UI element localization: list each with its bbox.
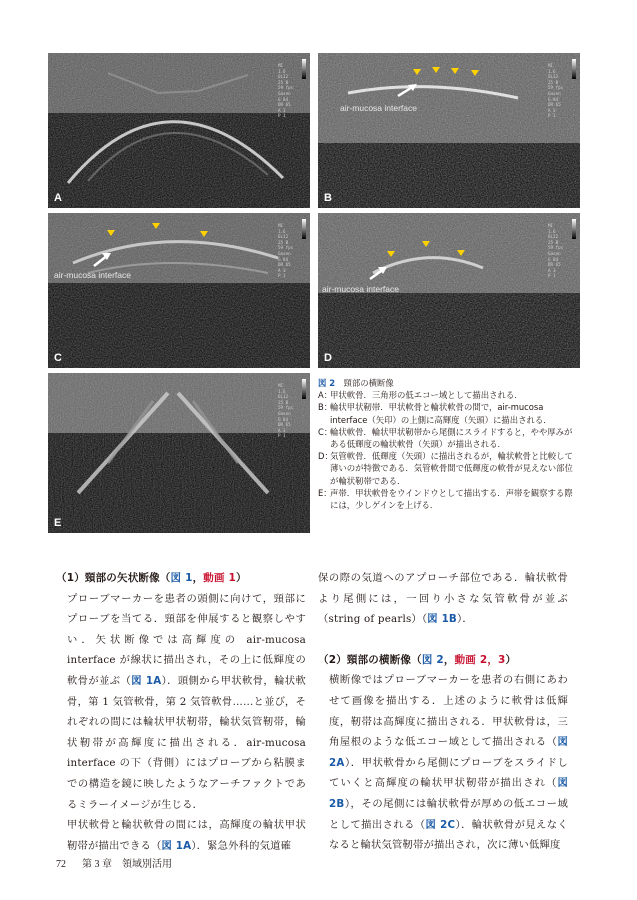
panel-letter: D [324,352,332,364]
section-heading: （1）頸部の矢状断像（図 1，動画 1） [56,572,247,584]
caption-item: D： 気管軟骨．低輝度（矢頭）に描出されるが，輪状軟骨と比較して薄いのが特徴である．気管軟骨間で低輝度の軟骨が見えない部位が輪状靭帯である． [318,451,573,486]
figure-link[interactable]: 図 1A [131,674,162,687]
ultrasound-image-c [48,213,310,368]
figure-link[interactable]: 図 2B [329,777,568,810]
air-mucosa-label: air-mucosa interface [322,284,400,294]
video-link[interactable]: 動画 2，3 [454,653,506,666]
caption-item: A： 甲状軟骨．三角形の低エコー域として描出される． [318,390,523,401]
ultrasound-image-a [48,53,310,208]
paragraph: 甲状軟骨と輪状軟骨の間には，高輝度の輪状甲状靭帯が描出できる（図 1A）．緊急外科的気道確 [67,819,306,852]
figure-link[interactable]: 図 1A [161,839,192,852]
air-mucosa-label: air-mucosa interface [340,103,418,113]
chapter-title: 第 3 章 領域別活用 [82,859,172,870]
scanner-meta: MI 1.6 6L12 25 B 59 fps Gasen G 84 DR 65 A 3 P 1 [548,63,564,119]
body-column-right [318,568,568,856]
paragraph: 横断像ではプローブマーカーを患者の右側にあわせて画像を描出する．上述のように軟骨は低輝度，靭帯は高輝度に描出される．甲状軟骨は，三角屋根のような低エコー域として描出される（図 2A）．甲状軟骨から尾側にプローブをスライドしていくと高輝度の輪状甲状靭帯が描出され（図 2B），その尾側には輪状軟骨が厚めの低エコー域として描出される（図 2C）．輪状軟骨が見えなくなると輪状気管靭帯が描出され，次に薄い低輝度 [329,674,568,852]
figure-link[interactable]: 図 1B [427,613,457,626]
scanner-meta: MI 1.6 6L12 25 B 59 fps Gasen G 84 DR 65 A 3 P 1 [548,223,564,279]
scanner-meta: MI 1.6 6L12 25 B 59 fps Gasen G 84 DR 65 A 3 P 1 [278,63,294,119]
figure-link[interactable]: 図 2A [329,736,568,769]
ultrasound-texture [318,53,580,208]
figure-link[interactable]: 図 2 [421,653,444,666]
body-column-left [56,568,306,856]
caption-title: 図 2 頸部の横断像 [318,378,394,388]
ultrasound-image-e [48,373,310,533]
air-mucosa-label: air-mucosa interface [54,270,132,280]
ultrasound-image-d [318,213,580,368]
ultrasound-texture [48,53,310,208]
panel-letter: C [54,352,62,364]
ultrasound-image-b [318,53,580,208]
figure-link[interactable]: 図 2C [425,818,456,831]
video-link[interactable]: 動画 1 [203,572,237,584]
paragraph: プローブマーカーを患者の頭側に向けて，頸部にプローブを当てる．頸部を伸展すると観察しやすい．矢状断像では高輝度の air-mucosa interface が線状に描出され，その上に低輝度の軟骨が並ぶ（図 1A）．頭側から甲状軟骨，輪状軟骨，第 1 気管軟骨，第 2 気管軟骨……と並び，それぞれの間には輪状甲状靭帯，輪状気管靭帯，輪状靭帯が高輝度に描出される．air-mucosa interface の下（背側）にはプローブから粘膜までの構造を鏡に映したようなアーチファクトであるミラーイメージが生じる． [67,592,306,811]
figure-link[interactable]: 図 1 [170,572,193,584]
panel-letter: E [54,517,62,529]
page-footer [56,855,188,870]
scanner-meta: MI 1.6 6L12 25 B 59 fps Gasen G 84 DR 65 A 3 P 1 [278,383,294,439]
caption-item: E： 声帯．甲状軟骨をウインドウとして描出する．声帯を観察する際には，少しゲインを上げる． [318,487,573,511]
figure-caption [318,377,580,511]
panel-letter: B [324,192,332,204]
scanner-meta: MI 1.6 6L12 25 B 59 fps Gasen G 84 DR 65 A 3 P 1 [278,223,294,279]
caption-item: C： 輪状軟骨．輪状甲状靭帯から尾側にスライドすると，やや厚みがある低輝度の輪状軟骨（矢頭）が描出される． [318,426,573,450]
ultrasound-texture [48,213,310,368]
section-heading: （2）頸部の横断像（図 2，動画 2，3） [318,653,517,666]
page-number: 72 [56,859,66,870]
paragraph: 保の際の気道へのアプローチ部位である．輪状軟骨より尾側には，一回り小さな気管軟骨が並ぶ（string of pearls）（図 1B）． [318,572,568,626]
panel-letter: A [54,192,62,204]
ultrasound-texture [48,373,310,533]
caption-item: B： 輪状甲状靭帯．甲状軟骨と輪状軟骨の間で，air-mucosa interface（矢印）の上側に高輝度（矢頭）に描出される． [318,402,552,425]
